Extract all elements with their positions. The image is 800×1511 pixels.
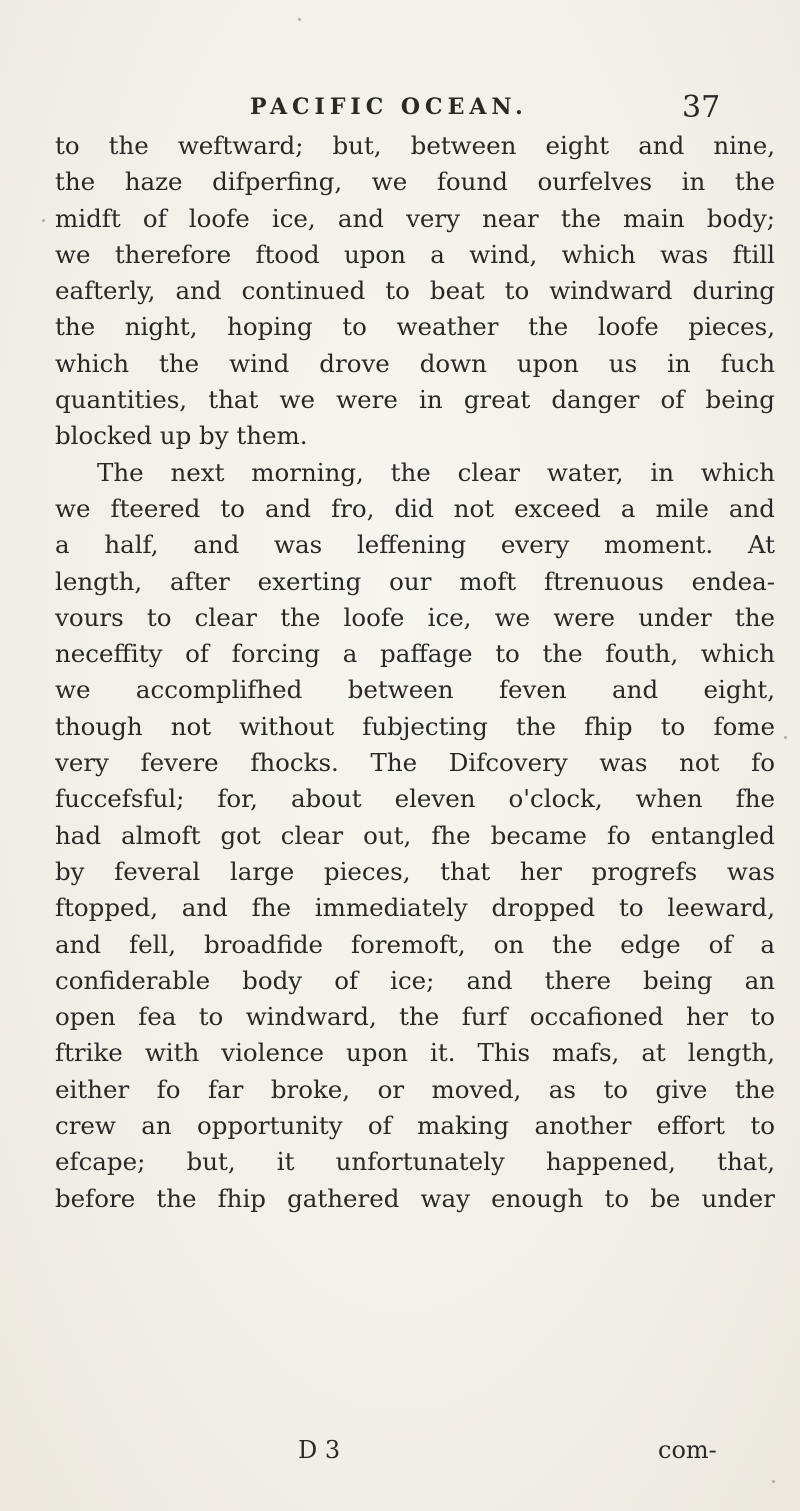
text-line: before the fhip gathered way enough to be under [55, 1183, 775, 1213]
text-line: efcape; but, it unfortunately happened, that, [55, 1147, 775, 1177]
text-line: open fea to windward, the furf occafioned her to [55, 1002, 775, 1032]
text-line: vours to clear the loofe ice, we were under the [55, 602, 775, 632]
text-line: had almoft got clear out, fhe became fo entangled [55, 820, 775, 850]
text-line: neceffity of forcing a paffage to the fouth, which [55, 639, 775, 669]
text-line: a half, and was leffening every moment. At [55, 530, 775, 560]
paper-speck [784, 736, 787, 739]
text-line: midft of loofe ice, and very near the main body; [55, 203, 775, 233]
text-line: the night, hoping to weather the loofe pieces, [55, 312, 775, 342]
text-line: crew an opportunity of making another effort to [55, 1111, 775, 1141]
text-line: the haze difperfing, we found ourfelves in the [55, 167, 775, 197]
body-text [55, 128, 775, 1217]
text-line: eafterly, and continued to beat to windward during [55, 276, 775, 306]
text-line: either fo far broke, or moved, as to give the [55, 1074, 775, 1104]
page-number: 37 [682, 90, 721, 125]
text-line: confiderable body of ice; and there being an [55, 965, 775, 995]
running-head: PACIFIC OCEAN. [250, 94, 528, 120]
text-line: by feveral large pieces, that her progrefs was [55, 856, 775, 886]
text-line: ftopped, and fhe immediately dropped to leeward, [55, 893, 775, 923]
text-line: we accomplifhed between feven and eight, [55, 675, 775, 705]
signature-mark: D 3 [298, 1436, 341, 1464]
text-line: quantities, that we were in great danger of being [55, 385, 775, 415]
text-line: fuccefsful; for, about eleven o'clock, when fhe [55, 784, 775, 814]
text-line: which the wind drove down upon us in fuch [55, 348, 775, 378]
paragraph-start-line: The next morning, the clear water, in which [97, 457, 775, 487]
text-line: though not without fubjecting the fhip to fome [55, 711, 775, 741]
paper-speck [298, 18, 301, 21]
text-line: and fell, broadfide foremoft, on the edge of a [55, 929, 775, 959]
page-footer [0, 1432, 800, 1472]
paper-speck [772, 1480, 775, 1483]
catchword: com- [658, 1436, 717, 1464]
text-line: to the weftward; but, between eight and nine, [55, 131, 775, 160]
text-line: we therefore ftood upon a wind, which was ftill [55, 239, 775, 269]
text-line: ftrike with violence upon it. This mafs, at length, [55, 1038, 775, 1068]
text-line: we fteered to and fro, did not exceed a mile and [55, 493, 775, 523]
text-line: blocked up by them. [55, 421, 308, 451]
page-header [0, 88, 800, 128]
text-line: length, after exerting our moft ftrenuous endea- [55, 566, 775, 596]
text-line: very fevere fhocks. The Difcovery was not fo [55, 748, 775, 778]
paper-speck [42, 219, 45, 222]
